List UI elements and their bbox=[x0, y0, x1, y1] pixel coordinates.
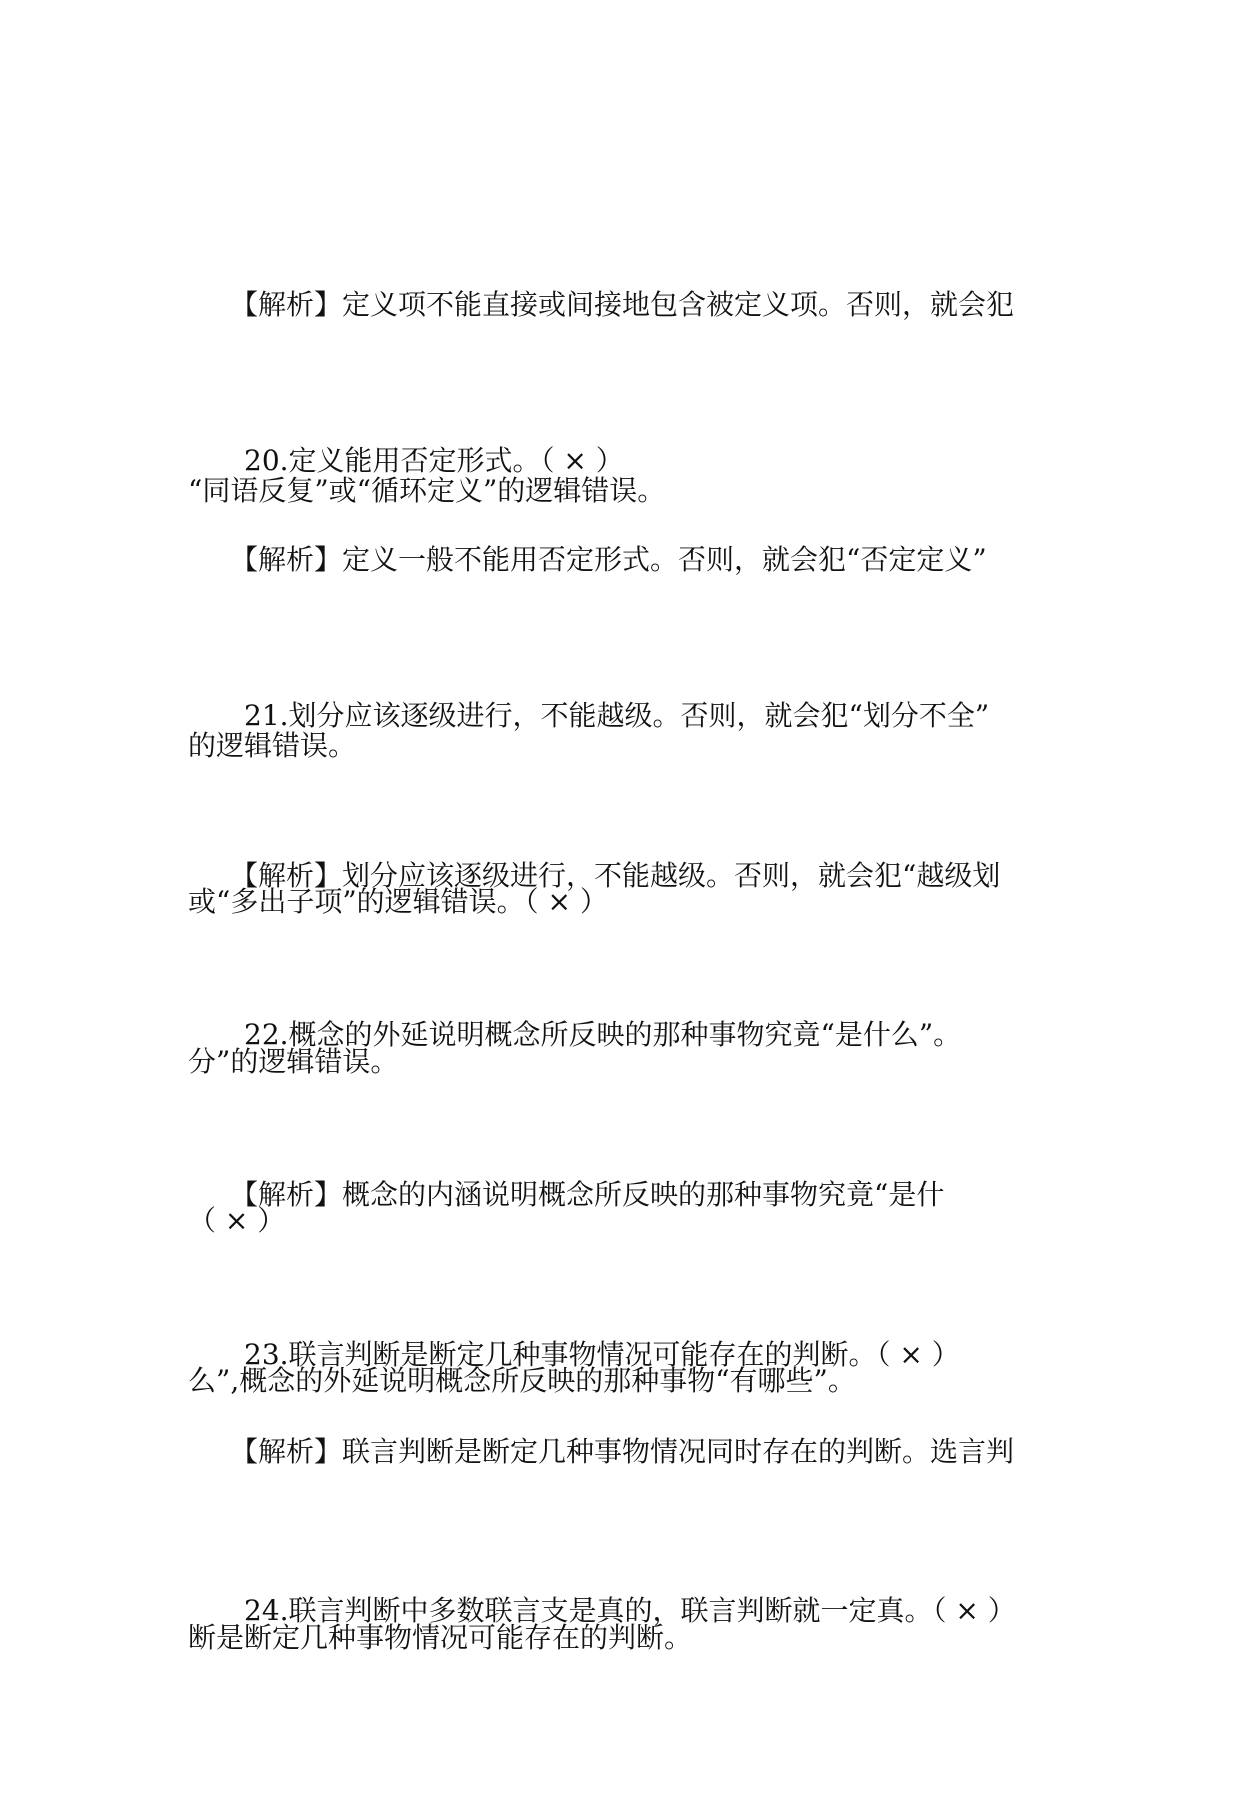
text-line: 【解析】划分应该逐级进行，不能越级。否则，就会犯“越级划 bbox=[188, 859, 1001, 892]
text-line: 断是断定几种事物情况可能存在的判断。 bbox=[188, 1621, 693, 1654]
text-line: 【解析】联言判断是断定几种事物情况同时存在的判断。选言判 bbox=[188, 1435, 1015, 1468]
text-line: “同语反复”或“循环定义”的逻辑错误。 bbox=[188, 474, 666, 507]
text-line: 【解析】定义一般不能用否定形式。否则，就会犯“否定定义” bbox=[188, 543, 987, 576]
text-line: 【解析】概念的内涵说明概念所反映的那种事物究竟“是什 bbox=[188, 1178, 945, 1211]
text-line: 20.定义能用否定形式。（ × ） bbox=[188, 444, 624, 477]
text-line: 么”,概念的外延说明概念所反映的那种事物“有哪些”。 bbox=[188, 1364, 856, 1397]
text-line: 或“多出子项”的逻辑错误。（ × ） bbox=[188, 885, 608, 918]
text-line: 分”的逻辑错误。 bbox=[188, 1045, 399, 1078]
text-line: 22.概念的外延说明概念所反映的那种事物究竟“是什么”。 bbox=[188, 1018, 962, 1051]
text-line: 23.联言判断是断定几种事物情况可能存在的判断。（ × ） bbox=[188, 1338, 960, 1371]
text-line: 24.联言判断中多数联言支是真的，联言判断就一定真。（ × ） bbox=[188, 1594, 1016, 1627]
text-line: 的逻辑错误。 bbox=[188, 729, 357, 762]
text-line: 21.划分应该逐级进行，不能越级。否则，就会犯“划分不全” bbox=[188, 699, 990, 732]
text-line: （ × ） bbox=[188, 1204, 286, 1237]
question-paragraph-24 bbox=[188, 1456, 1068, 1766]
text-line: 【解析】定义项不能直接或间接地包含被定义项。否则，就会犯 bbox=[188, 288, 1015, 321]
